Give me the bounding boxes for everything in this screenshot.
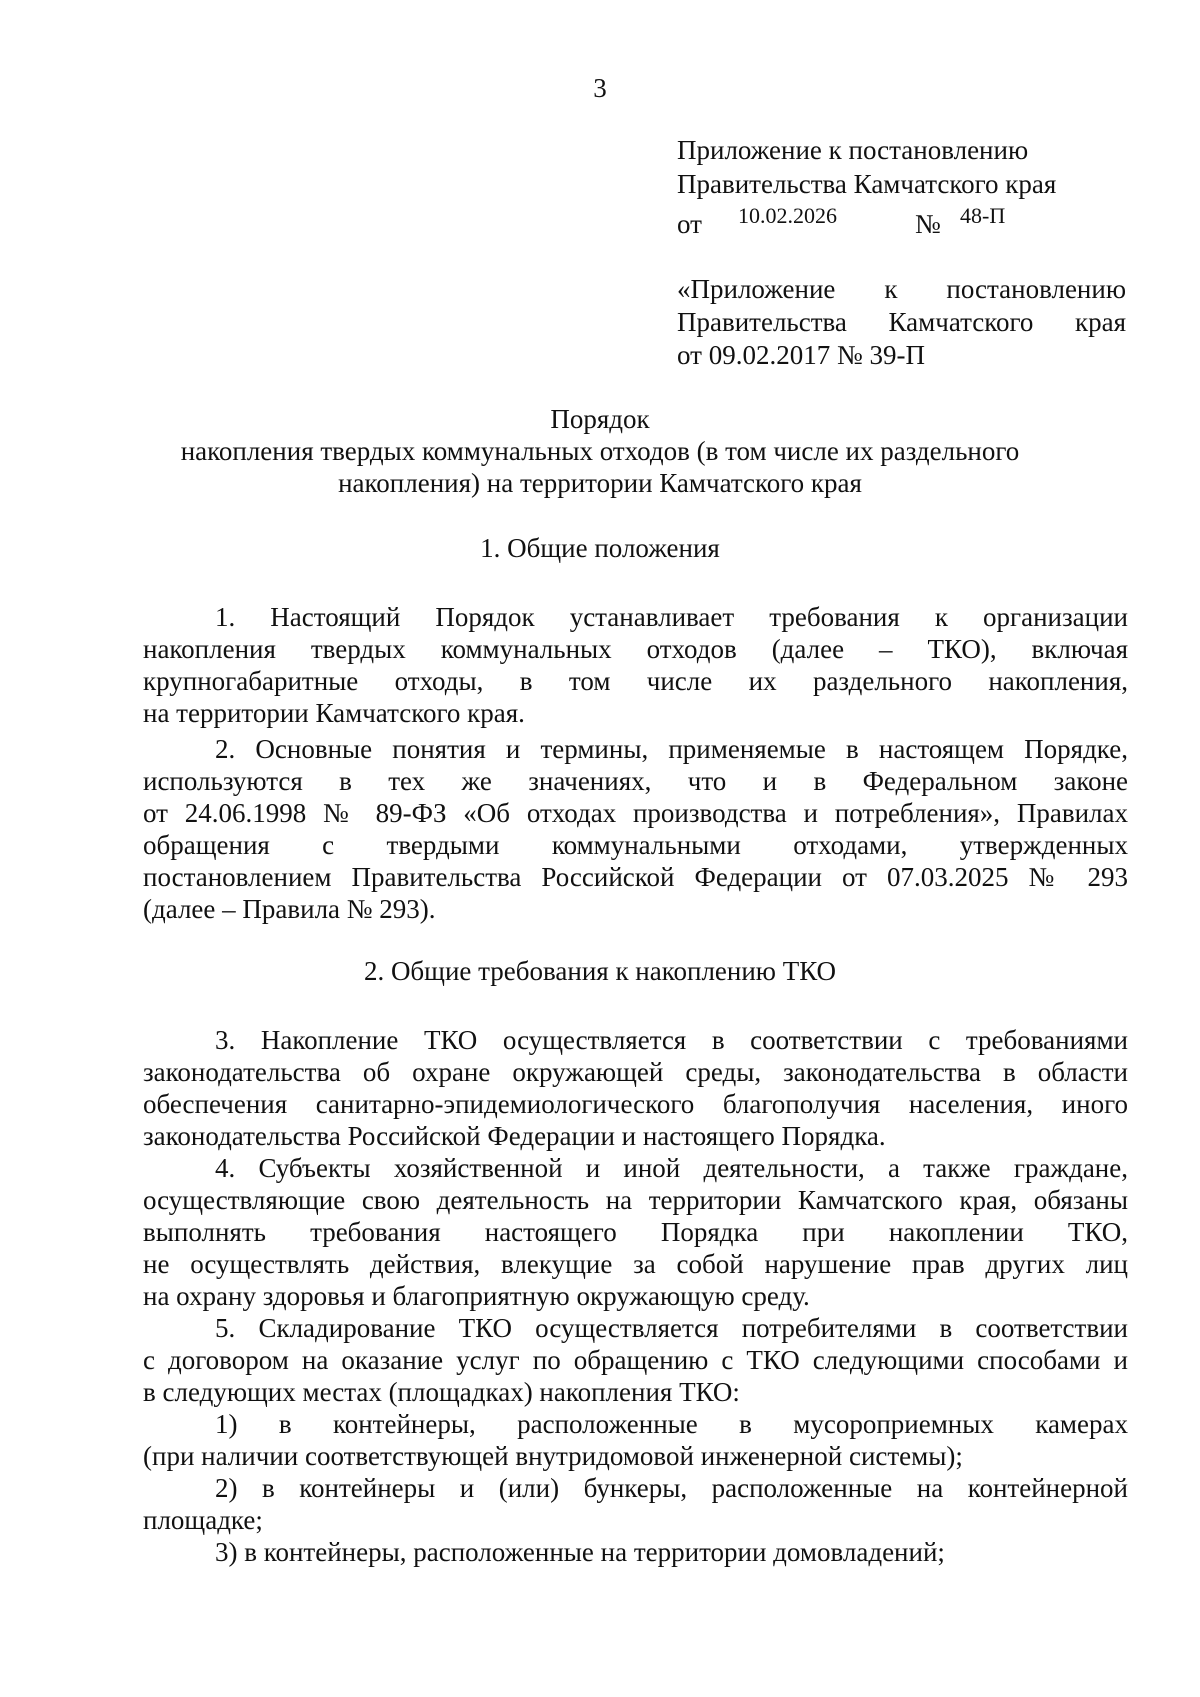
paragraph-line: используются в тех же значениях, что и в Федеральном законе	[143, 766, 1128, 796]
appendix-ot-label: от	[677, 209, 702, 239]
appendix-date-line	[677, 201, 1127, 237]
appendix-line-2: Правительства Камчатского края	[677, 169, 1057, 199]
title-line-1: Порядок	[550, 404, 650, 434]
old-appendix-line-2: Правительства Камчатского края	[677, 307, 1126, 337]
paragraph-5	[143, 1312, 1128, 1408]
appendix-line-1: Приложение к постановлению	[677, 135, 1029, 165]
old-appendix-line-1: «Приложение к постановлению	[677, 274, 1126, 304]
list-item-line: 1) в контейнеры, расположенные в мусороприемных камерах	[215, 1409, 1128, 1439]
list-item-1	[143, 1408, 1128, 1472]
old-appendix-line-3: от 09.02.2017 № 39-П	[677, 340, 925, 370]
paragraph-line: с договором на оказание услуг по обращению с ТКО следующими способами и	[143, 1345, 1128, 1375]
list-item-2	[143, 1472, 1128, 1536]
title-line-2: накопления твердых коммунальных отходов (в том числе их раздельного	[180, 436, 1020, 466]
paragraph-line: законодательства Российской Федерации и настоящего Порядка.	[143, 1121, 886, 1151]
list-item-line: 3) в контейнеры, расположенные на территории домовладений;	[215, 1537, 945, 1567]
appendix-date: 10.02.2026	[738, 203, 837, 228]
paragraph-line: накопления твердых коммунальных отходов (далее – ТКО), включая	[143, 634, 1128, 664]
paragraph-line: (далее – Правила № 293).	[143, 894, 436, 924]
paragraph-line: обращения с твердыми коммунальными отходами, утвержденных	[143, 830, 1128, 860]
paragraph-line: 3. Накопление ТКО осуществляется в соответствии с требованиями	[215, 1025, 1128, 1055]
paragraph-line: обеспечения санитарно-эпидемиологического благополучия населения, иного	[143, 1089, 1128, 1119]
paragraph-line: крупногабаритные отходы, в том числе их раздельного накопления,	[143, 666, 1128, 696]
list-item-line: 2) в контейнеры и (или) бункеры, расположенные на контейнерной	[215, 1473, 1128, 1503]
original-appendix-reference	[677, 273, 1126, 372]
paragraph-line: от 24.06.1998 № 89-ФЗ «Об отходах производства и потребления», Правилах	[143, 798, 1128, 828]
title-line-3: накопления) на территории Камчатского края	[338, 468, 862, 498]
paragraph-line: выполнять требования настоящего Порядка при накоплении ТКО,	[143, 1217, 1128, 1247]
paragraph-1	[143, 601, 1128, 729]
appendix-header	[677, 133, 1127, 237]
appendix-number: 48-П	[960, 203, 1006, 228]
appendix-number-sign: №	[915, 209, 941, 239]
paragraph-2	[143, 733, 1128, 925]
list-item-line: (при наличии соответствующей внутридомовой инженерной системы);	[143, 1441, 963, 1471]
paragraph-line: осуществляющие свою деятельность на территории Камчатского края, обязаны	[143, 1185, 1128, 1215]
section-1-heading: 1. Общие положения	[480, 533, 720, 563]
paragraph-line: на территории Камчатского края.	[143, 698, 525, 728]
section-2-heading: 2. Общие требования к накоплению ТКО	[363, 956, 837, 986]
page-number: 3	[593, 73, 607, 103]
document-title	[0, 403, 1200, 499]
paragraph-line: в следующих местах (площадках) накопления ТКО:	[143, 1377, 740, 1407]
paragraph-line: постановлением Правительства Российской Федерации от 07.03.2025 № 293	[143, 862, 1128, 892]
paragraph-line: 4. Субъекты хозяйственной и иной деятельности, а также граждане,	[215, 1153, 1128, 1183]
paragraph-line: на охрану здоровья и благоприятную окружающую среду.	[143, 1281, 810, 1311]
paragraph-3	[143, 1024, 1128, 1152]
list-item-line: площадке;	[143, 1505, 263, 1535]
paragraph-line: 2. Основные понятия и термины, применяемые в настоящем Порядке,	[215, 734, 1128, 764]
paragraph-4	[143, 1152, 1128, 1312]
list-item-3	[143, 1536, 1128, 1568]
paragraph-line: 1. Настоящий Порядок устанавливает требования к организации	[215, 602, 1128, 632]
paragraph-line: не осуществлять действия, влекущие за собой нарушение прав других лиц	[143, 1249, 1128, 1279]
paragraph-line: 5. Складирование ТКО осуществляется потребителями в соответствии	[215, 1313, 1128, 1343]
paragraph-line: законодательства об охране окружающей среды, законодательства в области	[143, 1057, 1128, 1087]
